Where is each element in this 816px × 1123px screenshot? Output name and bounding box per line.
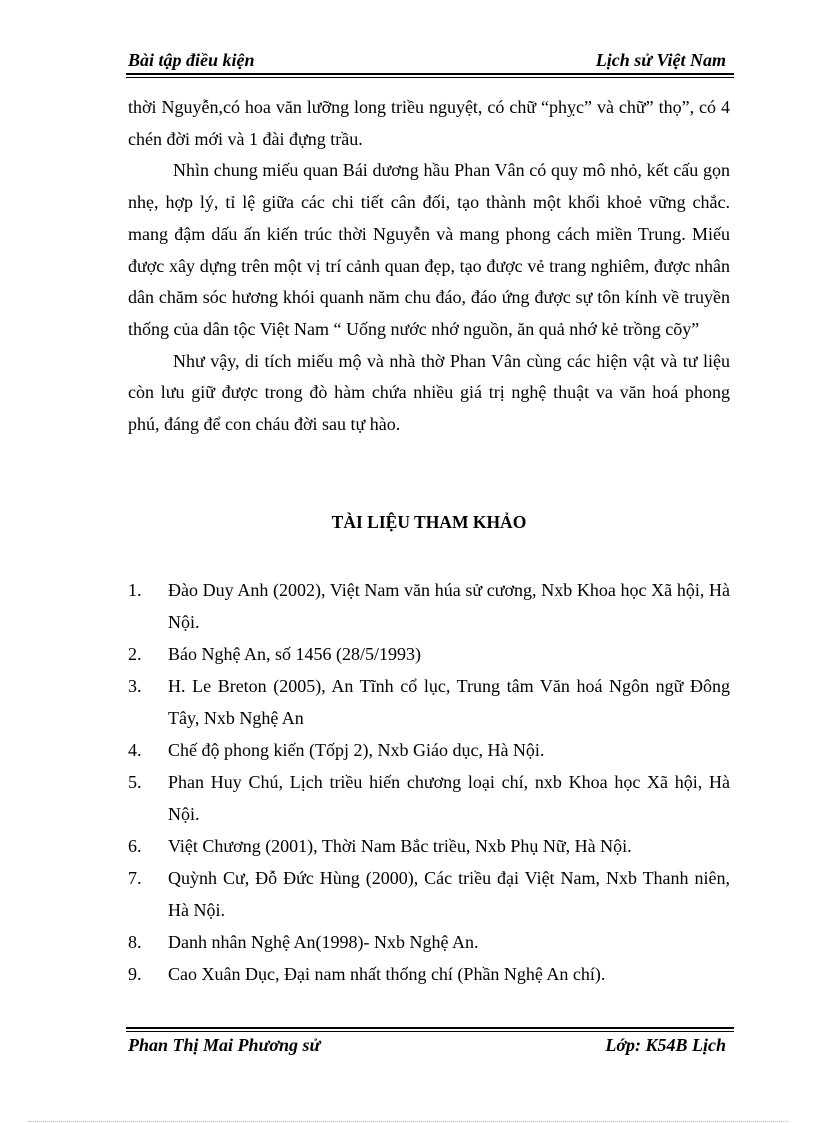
footer-rule-thin: [126, 1031, 734, 1032]
reference-text: Danh nhân Nghệ An(1998)- Nxb Nghệ An.: [168, 932, 479, 952]
page-bottom-dotted-line: [28, 1121, 788, 1122]
body-text: [128, 92, 730, 441]
header-rule: [126, 73, 734, 75]
reference-item: [128, 958, 730, 990]
reference-item: [128, 670, 730, 734]
reference-text: Cao Xuân Dục, Đại nam nhất thống chí (Phần Nghệ An chí).: [168, 964, 606, 984]
reference-text: Đào Duy Anh (2002), Việt Nam văn húa sử cương, Nxb Khoa học Xã hội, Hà Nội.: [168, 580, 730, 632]
footer-author: Phan Thị Mai Phương sử: [128, 1035, 321, 1055]
header-course: Bài tập điều kiện: [128, 50, 255, 70]
header-rule-thin: [126, 77, 734, 78]
reference-number: 1.: [128, 580, 142, 600]
reference-item: [128, 926, 730, 958]
references-heading: TÀI LIỆU THAM KHẢO: [331, 512, 527, 532]
reference-text: Phan Huy Chú, Lịch triều hiến chương loại chí, nxb Khoa học Xã hội, Hà Nội.: [168, 772, 730, 824]
reference-text: Chế độ phong kiến (Tốpj 2), Nxb Giáo dục, Hà Nội.: [168, 740, 545, 760]
reference-number: 9.: [128, 964, 142, 984]
reference-number: 3.: [128, 676, 142, 696]
reference-item: [128, 638, 730, 670]
references-list: [128, 574, 730, 990]
reference-number: 5.: [128, 772, 142, 792]
reference-text: Báo Nghệ An, số 1456 (28/5/1993): [168, 644, 421, 664]
reference-text: Quỳnh Cư, Đỗ Đức Hùng (2000), Các triều đại Việt Nam, Nxb Thanh niên, Hà Nội.: [168, 868, 730, 920]
paragraph: Như vậy, di tích miếu mộ và nhà thờ Phan Vân cùng các hiện vật và tư liệu còn lưu giữ được trong đò hàm chứa nhiều giá trị nghệ thuật va văn hoá phong phú, đáng để con cháu đời sau tự hào.: [128, 350, 730, 435]
reference-number: 6.: [128, 836, 142, 856]
reference-item: [128, 766, 730, 830]
header-subject: Lịch sử Việt Nam: [595, 50, 726, 70]
reference-item: [128, 574, 730, 638]
paragraph: Nhìn chung miếu quan Bái dương hầu Phan Vân có quy mô nhỏ, kết cấu gọn nhẹ, hợp lý, tỉ lệ giữa các chi tiết cân đối, tạo thành một khối khoẻ vững chắc. mang đậm dấu ấn kiến trúc thời Nguyễn và mang phong cách miền Trung. Miếu được xây dựng trên một vị trí cảnh quan đẹp, tạo được vẻ trang nghiêm, được nhân dân chăm sóc hương khói quanh năm chu đáo, đáo ứng được sự tôn kính về truyền thống của dân tộc Việt Nam “ Uống nước nhớ nguồn, ăn quả nhớ kẻ trồng cõy”: [128, 160, 730, 339]
footer-class: Lớp: K54B Lịch: [605, 1035, 726, 1055]
reference-number: 7.: [128, 868, 142, 888]
reference-text: H. Le Breton (2005), An Tĩnh cổ lục, Trung tâm Văn hoá Ngôn ngữ Đông Tây, Nxb Nghệ An: [168, 676, 730, 728]
paragraph: thời Nguyễn,có hoa văn lưỡng long triều nguyệt, có chữ “phỵc” và chữ” thọ”, có 4 chén đời mới và 1 đài đựng trầu.: [128, 97, 730, 149]
reference-number: 2.: [128, 644, 142, 664]
reference-number: 8.: [128, 932, 142, 952]
footer-rule: [126, 1027, 734, 1029]
reference-item: [128, 862, 730, 926]
reference-text: Việt Chương (2001), Thời Nam Bắc triều, Nxb Phụ Nữ, Hà Nội.: [168, 836, 632, 856]
reference-number: 4.: [128, 740, 142, 760]
page-header: [128, 50, 728, 72]
reference-item: [128, 830, 730, 862]
reference-item: [128, 734, 730, 766]
